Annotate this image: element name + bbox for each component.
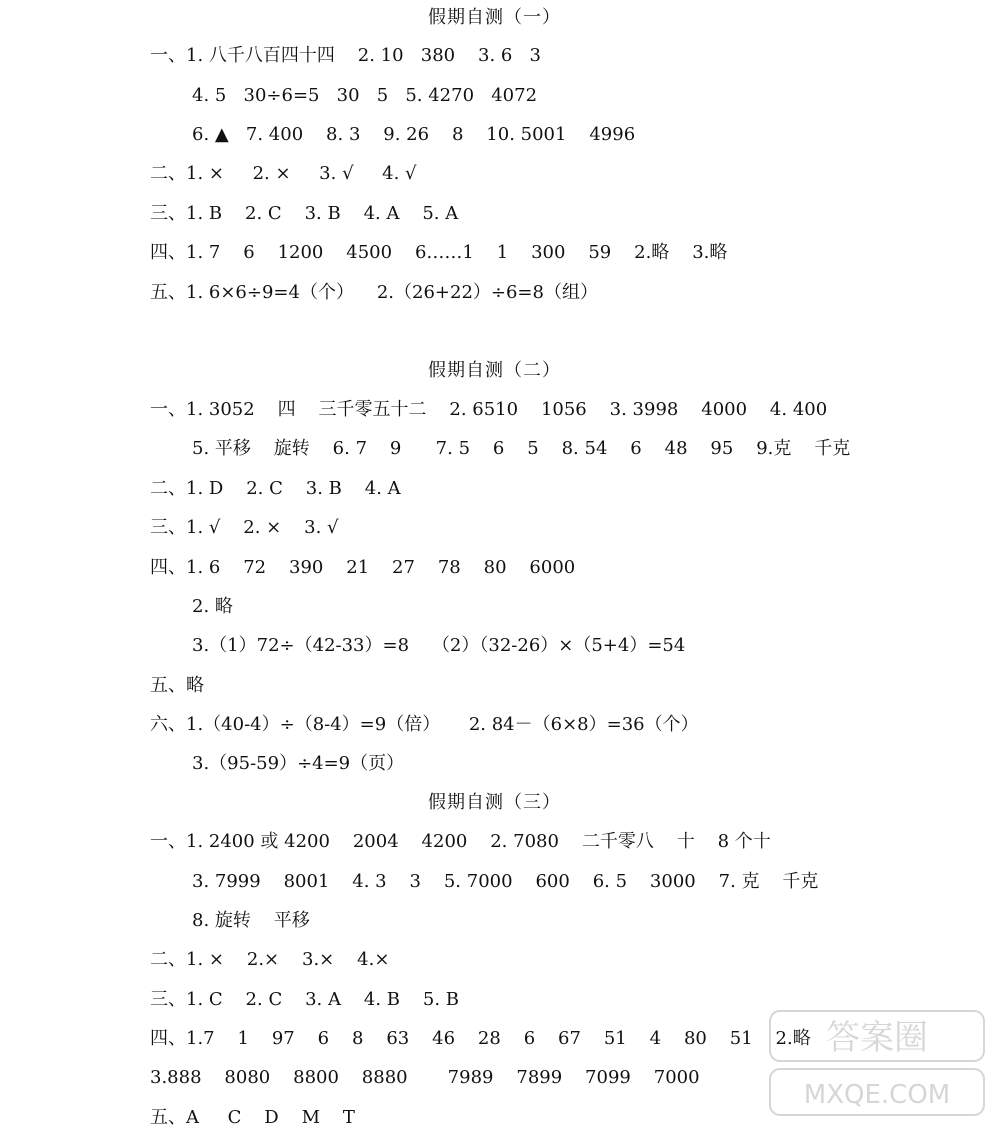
- section-3-line-5: 三、1. C 2. C 3. A 4. B 5. B: [150, 989, 460, 1010]
- section-2-line-4: 三、1. √ 2. × 3. √: [150, 517, 339, 538]
- section-3-line-6: 四、1.7 1 97 6 8 63 46 28 6 67 51 4 80 51 2.略: [150, 1028, 811, 1049]
- section-3-line-1: 一、1. 2400 或 4200 2004 4200 2. 7080 二千零八 十 8 个十: [150, 831, 771, 852]
- watermark-bottom-text: MXQE.COM: [803, 1080, 951, 1110]
- section-2-line-9: 六、1.（40-4）÷（8-4）=9（倍） 2. 84－（6×8）=36（个）: [150, 714, 699, 735]
- section-3-line-3: 8. 旋转 平移: [192, 910, 310, 931]
- section-2-line-6: 2. 略: [192, 596, 233, 617]
- section-1-line-2: 4. 5 30÷6=5 30 5 5. 4270 4072: [192, 85, 538, 106]
- section-1-line-3: 6. ▲ 7. 400 8. 3 9. 26 8 10. 5001 4996: [192, 124, 636, 145]
- section-1-line-5: 三、1. B 2. C 3. B 4. A 5. A: [150, 203, 459, 224]
- watermark-top-text: 答案圈: [826, 1018, 928, 1058]
- section-2-line-5: 四、1. 6 72 390 21 27 78 80 6000: [150, 557, 576, 578]
- section-1-title: 假期自测（一）: [428, 7, 561, 28]
- section-2-line-1: 一、1. 3052 四 三千零五十二 2. 6510 1056 3. 3998 4000 4. 400: [150, 399, 828, 420]
- section-3-line-4: 二、1. × 2.× 3.× 4.×: [150, 949, 390, 970]
- section-2-line-10: 3.（95-59）÷4=9（页）: [192, 753, 405, 774]
- section-3-title: 假期自测（三）: [428, 792, 561, 813]
- section-2-line-3: 二、1. D 2. C 3. B 4. A: [150, 478, 401, 499]
- section-1-line-1: 一、1. 八千八百四十四 2. 10 380 3. 6 3: [150, 45, 541, 66]
- section-2-title: 假期自测（二）: [428, 360, 561, 381]
- section-1-line-4: 二、1. × 2. × 3. √ 4. √: [150, 163, 417, 184]
- section-3-line-8: 五、A C D M T: [150, 1107, 355, 1128]
- section-1-line-7: 五、1. 6×6÷9=4（个） 2.（26+22）÷6=8（组）: [150, 282, 598, 303]
- section-2-line-2: 5. 平移 旋转 6. 7 9 7. 5 6 5 8. 54 6 48 95 9.克 千克: [192, 438, 851, 459]
- section-1-line-6: 四、1. 7 6 1200 4500 6……1 1 300 59 2.略 3.略: [150, 242, 728, 263]
- section-3-line-2: 3. 7999 8001 4. 3 3 5. 7000 600 6. 5 3000 7. 克 千克: [192, 871, 819, 892]
- section-3-line-7: 3.888 8080 8800 8880 7989 7899 7099 7000: [150, 1067, 700, 1088]
- section-2-line-7: 3.（1）72÷（42-33）=8 （2）（32-26）×（5+4）=54: [192, 635, 686, 656]
- watermark-logo: [762, 1005, 992, 1125]
- section-2-line-8: 五、略: [150, 675, 204, 696]
